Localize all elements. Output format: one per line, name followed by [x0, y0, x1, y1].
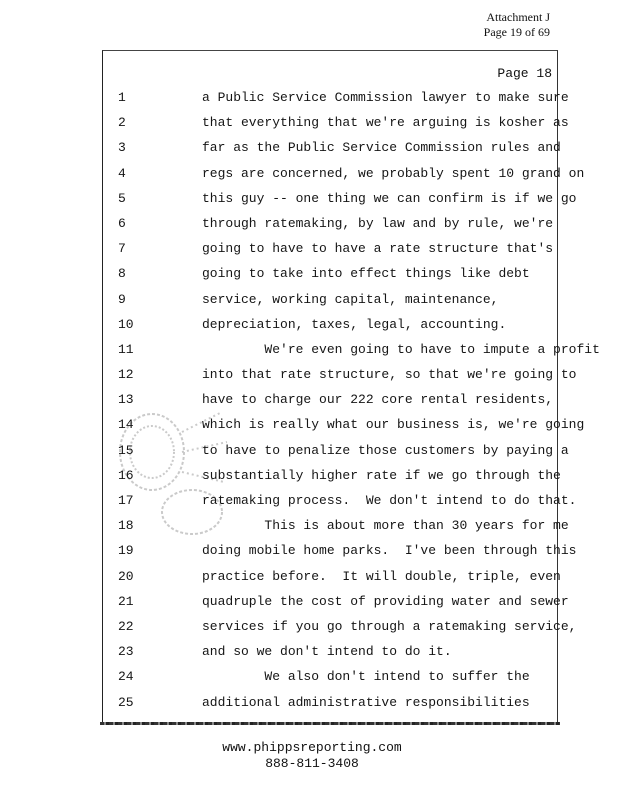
line-text: a Public Service Commission lawyer to make sure	[202, 90, 569, 105]
line-text: doing mobile home parks. I've been through this	[202, 543, 577, 559]
line-number: 23	[118, 644, 134, 660]
line-number: 10	[118, 316, 134, 332]
line-text: This is about more than 30 years for me	[202, 518, 569, 534]
line-number: 22	[118, 618, 134, 634]
transcript-line	[0, 264, 624, 289]
line-text: and so we don't intend to do it.	[202, 644, 452, 660]
transcript-line	[0, 441, 624, 466]
line-number: 4	[118, 165, 126, 181]
line-number: 16	[118, 467, 134, 483]
transcript-line	[0, 541, 624, 566]
transcript-line	[0, 667, 624, 692]
transcript-line	[0, 693, 624, 718]
line-text: going to take into effect things like debt	[202, 266, 530, 282]
transcript-line	[0, 239, 624, 264]
line-number: 3	[118, 140, 126, 156]
transcript-line	[0, 365, 624, 390]
line-number: 15	[118, 442, 134, 458]
line-number: 17	[118, 493, 134, 508]
line-number: 7	[118, 241, 126, 257]
line-text: going to have to have a rate structure that's	[202, 241, 554, 257]
frame-bottom-border	[100, 722, 560, 725]
transcript-line	[0, 567, 624, 592]
line-number: 14	[118, 417, 134, 433]
transcript-line	[0, 617, 624, 642]
line-text: have to charge our 222 core rental residents,	[202, 392, 554, 408]
line-number: 1	[118, 90, 126, 105]
line-number: 5	[118, 190, 126, 206]
line-text: into that rate structure, so that we're going to	[202, 367, 577, 383]
line-number: 18	[118, 518, 134, 534]
transcript-line	[0, 390, 624, 415]
line-text: depreciation, taxes, legal, accounting.	[202, 316, 507, 332]
line-number: 6	[118, 215, 126, 231]
line-number: 12	[118, 367, 134, 383]
line-text: regs are concerned, we probably spent 10 grand on	[202, 165, 585, 181]
transcript-line	[0, 88, 624, 113]
transcript-line	[0, 290, 624, 315]
line-text: services if you go through a ratemaking service,	[202, 618, 577, 634]
line-text: service, working capital, maintenance,	[202, 291, 499, 307]
line-text: substantially higher rate if we go through the	[202, 467, 561, 483]
line-text: this guy -- one thing we can confirm is if we go	[202, 190, 577, 206]
footer-website: www.phippsreporting.com	[222, 740, 402, 755]
line-number: 20	[118, 568, 134, 584]
footer-phone: 888-811-3408	[265, 756, 359, 771]
line-text: We also don't intend to suffer the	[202, 669, 530, 685]
line-number: 25	[118, 694, 134, 710]
transcript-line	[0, 164, 624, 189]
line-text: ratemaking process. We don't intend to do that.	[202, 493, 577, 508]
line-text: which is really what our business is, we're going	[202, 417, 585, 433]
transcript-line	[0, 113, 624, 138]
line-text: practice before. It will double, triple, even	[202, 568, 561, 584]
line-number: 2	[118, 115, 126, 131]
line-text: through ratemaking, by law and by rule, we're	[202, 215, 554, 231]
attachment-header	[484, 10, 550, 40]
transcript-line	[0, 189, 624, 214]
line-text: We're even going to have to impute a profit	[202, 341, 600, 357]
reporter-footer	[0, 740, 624, 772]
line-text: quadruple the cost of providing water and sewer	[202, 593, 569, 609]
line-text: far as the Public Service Commission rules and	[202, 140, 561, 156]
transcript-line	[0, 138, 624, 163]
transcript-line	[0, 315, 624, 340]
page-of-label: Page 19 of 69	[483, 25, 550, 39]
transcript-line	[0, 466, 624, 491]
line-number: 19	[118, 543, 134, 559]
transcript-line	[0, 340, 624, 365]
line-number: 21	[118, 593, 134, 609]
transcript-line	[0, 415, 624, 440]
line-number: 24	[118, 669, 134, 685]
line-text: that everything that we're arguing is kosher as	[202, 115, 569, 131]
line-number: 11	[118, 341, 134, 357]
line-text: to have to penalize those customers by paying a	[202, 442, 569, 458]
attachment-label: Attachment J	[486, 10, 550, 24]
transcript-line	[0, 516, 624, 541]
transcript-page-number: Page 18	[497, 66, 552, 81]
transcript-line	[0, 592, 624, 617]
line-number: 8	[118, 266, 126, 282]
transcript-line	[0, 491, 624, 516]
transcript-lines	[0, 88, 624, 718]
line-text: additional administrative responsibilities	[202, 694, 530, 710]
line-number: 13	[118, 392, 134, 408]
transcript-line	[0, 214, 624, 239]
transcript-line	[0, 642, 624, 667]
line-number: 9	[118, 291, 126, 307]
